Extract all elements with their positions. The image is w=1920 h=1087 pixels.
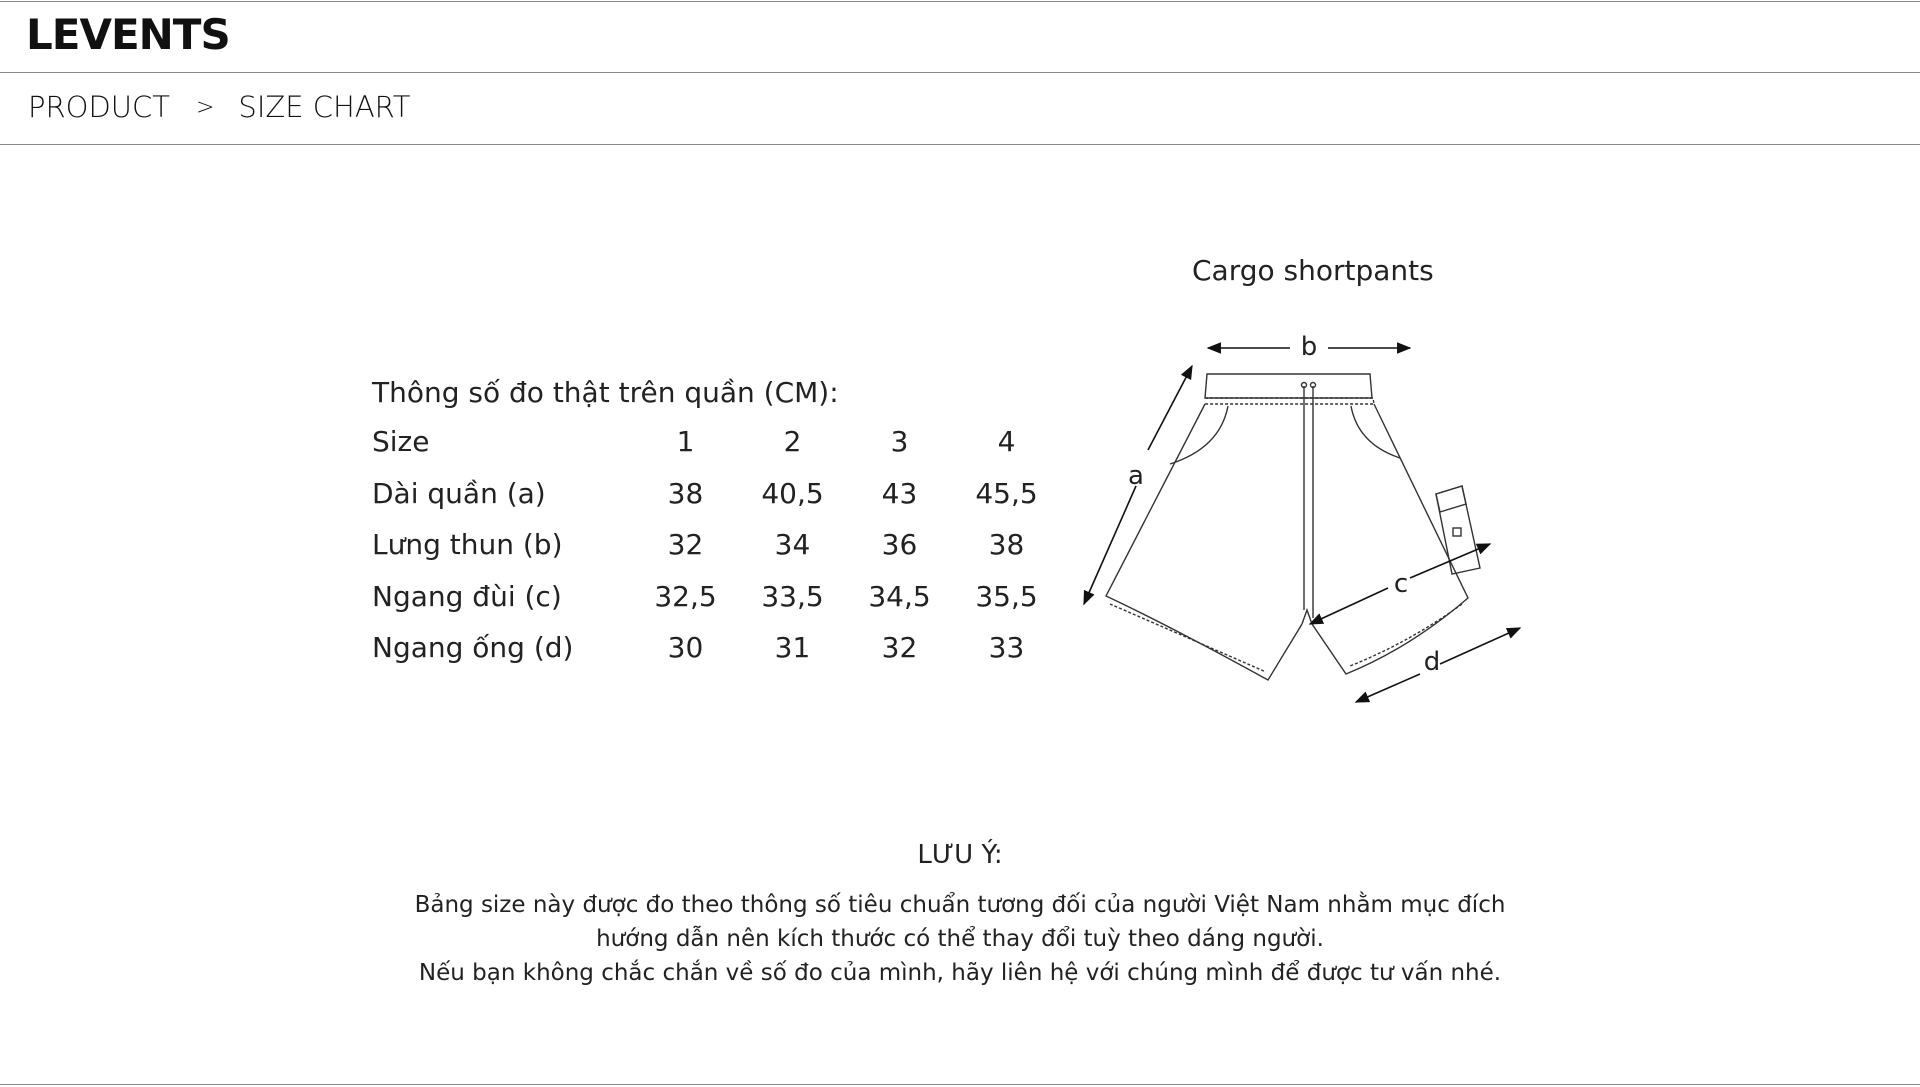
header-divider (0, 72, 1920, 73)
size-cell: 4 (997, 425, 1016, 459)
note-line: Nếu bạn không chắc chắn về số đo của mình, hãy liên hệ với chúng mình để được tư vấn nhé. (418, 960, 1502, 986)
breadcrumb-product[interactable]: PRODUCT (28, 90, 170, 124)
row-label: Lưng thun (b) (372, 528, 563, 562)
brand-logo[interactable]: LEVENTS (26, 10, 230, 59)
value-cell: 32 (881, 631, 918, 665)
value-cell: 31 (774, 631, 811, 665)
table-row (372, 468, 1060, 520)
table-row (372, 622, 1060, 674)
size-header-cell: Size (372, 425, 430, 459)
table-header-row (372, 416, 1060, 468)
label-d: d (1423, 647, 1441, 677)
value-cell: 33 (988, 631, 1025, 665)
size-table (372, 416, 1060, 674)
value-cell: 33,5 (761, 579, 824, 613)
value-cell: 32,5 (654, 579, 717, 613)
breadcrumb-divider (0, 144, 1920, 145)
value-cell: 45,5 (975, 476, 1038, 510)
label-a: a (1128, 461, 1144, 491)
size-cell: 2 (783, 425, 802, 459)
breadcrumb-size-chart: SIZE CHART (238, 90, 411, 124)
value-cell: 35,5 (975, 579, 1038, 613)
value-cell: 34,5 (868, 579, 931, 613)
breadcrumb-separator: > (195, 94, 215, 120)
value-cell: 34 (774, 528, 811, 562)
top-divider (0, 1, 1920, 2)
value-cell: 32 (667, 528, 704, 562)
note-line: Bảng size này được đo theo thông số tiêu chuẩn tương đối của người Việt Nam nhằm mục đích (414, 892, 1506, 918)
bottom-divider (0, 1084, 1920, 1085)
row-label: Ngang ống (d) (372, 631, 574, 665)
value-cell: 36 (881, 528, 918, 562)
table-row (372, 571, 1060, 623)
shorts-diagram (1070, 318, 1540, 718)
value-cell: 30 (667, 631, 704, 665)
note-title: LƯU Ý: (917, 840, 1003, 870)
label-c: c (1393, 569, 1409, 599)
shorts-outline (1106, 374, 1480, 680)
value-cell: 38 (988, 528, 1025, 562)
size-cell: 3 (890, 425, 909, 459)
spec-title: Thông số đo thật trên quần (CM): (372, 376, 839, 409)
size-cell: 1 (676, 425, 695, 459)
row-label: Dài quần (a) (372, 476, 546, 510)
note-line: hướng dẫn nên kích thước có thể thay đổi tuỳ theo dáng người. (596, 926, 1324, 952)
label-b: b (1300, 332, 1318, 362)
breadcrumb (28, 90, 410, 124)
row-label: Ngang đùi (c) (372, 579, 562, 613)
value-cell: 38 (667, 476, 704, 510)
value-cell: 40,5 (761, 476, 824, 510)
measure-arrows (1084, 348, 1520, 702)
diagram-title: Cargo shortpants (1192, 254, 1434, 287)
value-cell: 43 (881, 476, 918, 510)
table-row (372, 519, 1060, 571)
